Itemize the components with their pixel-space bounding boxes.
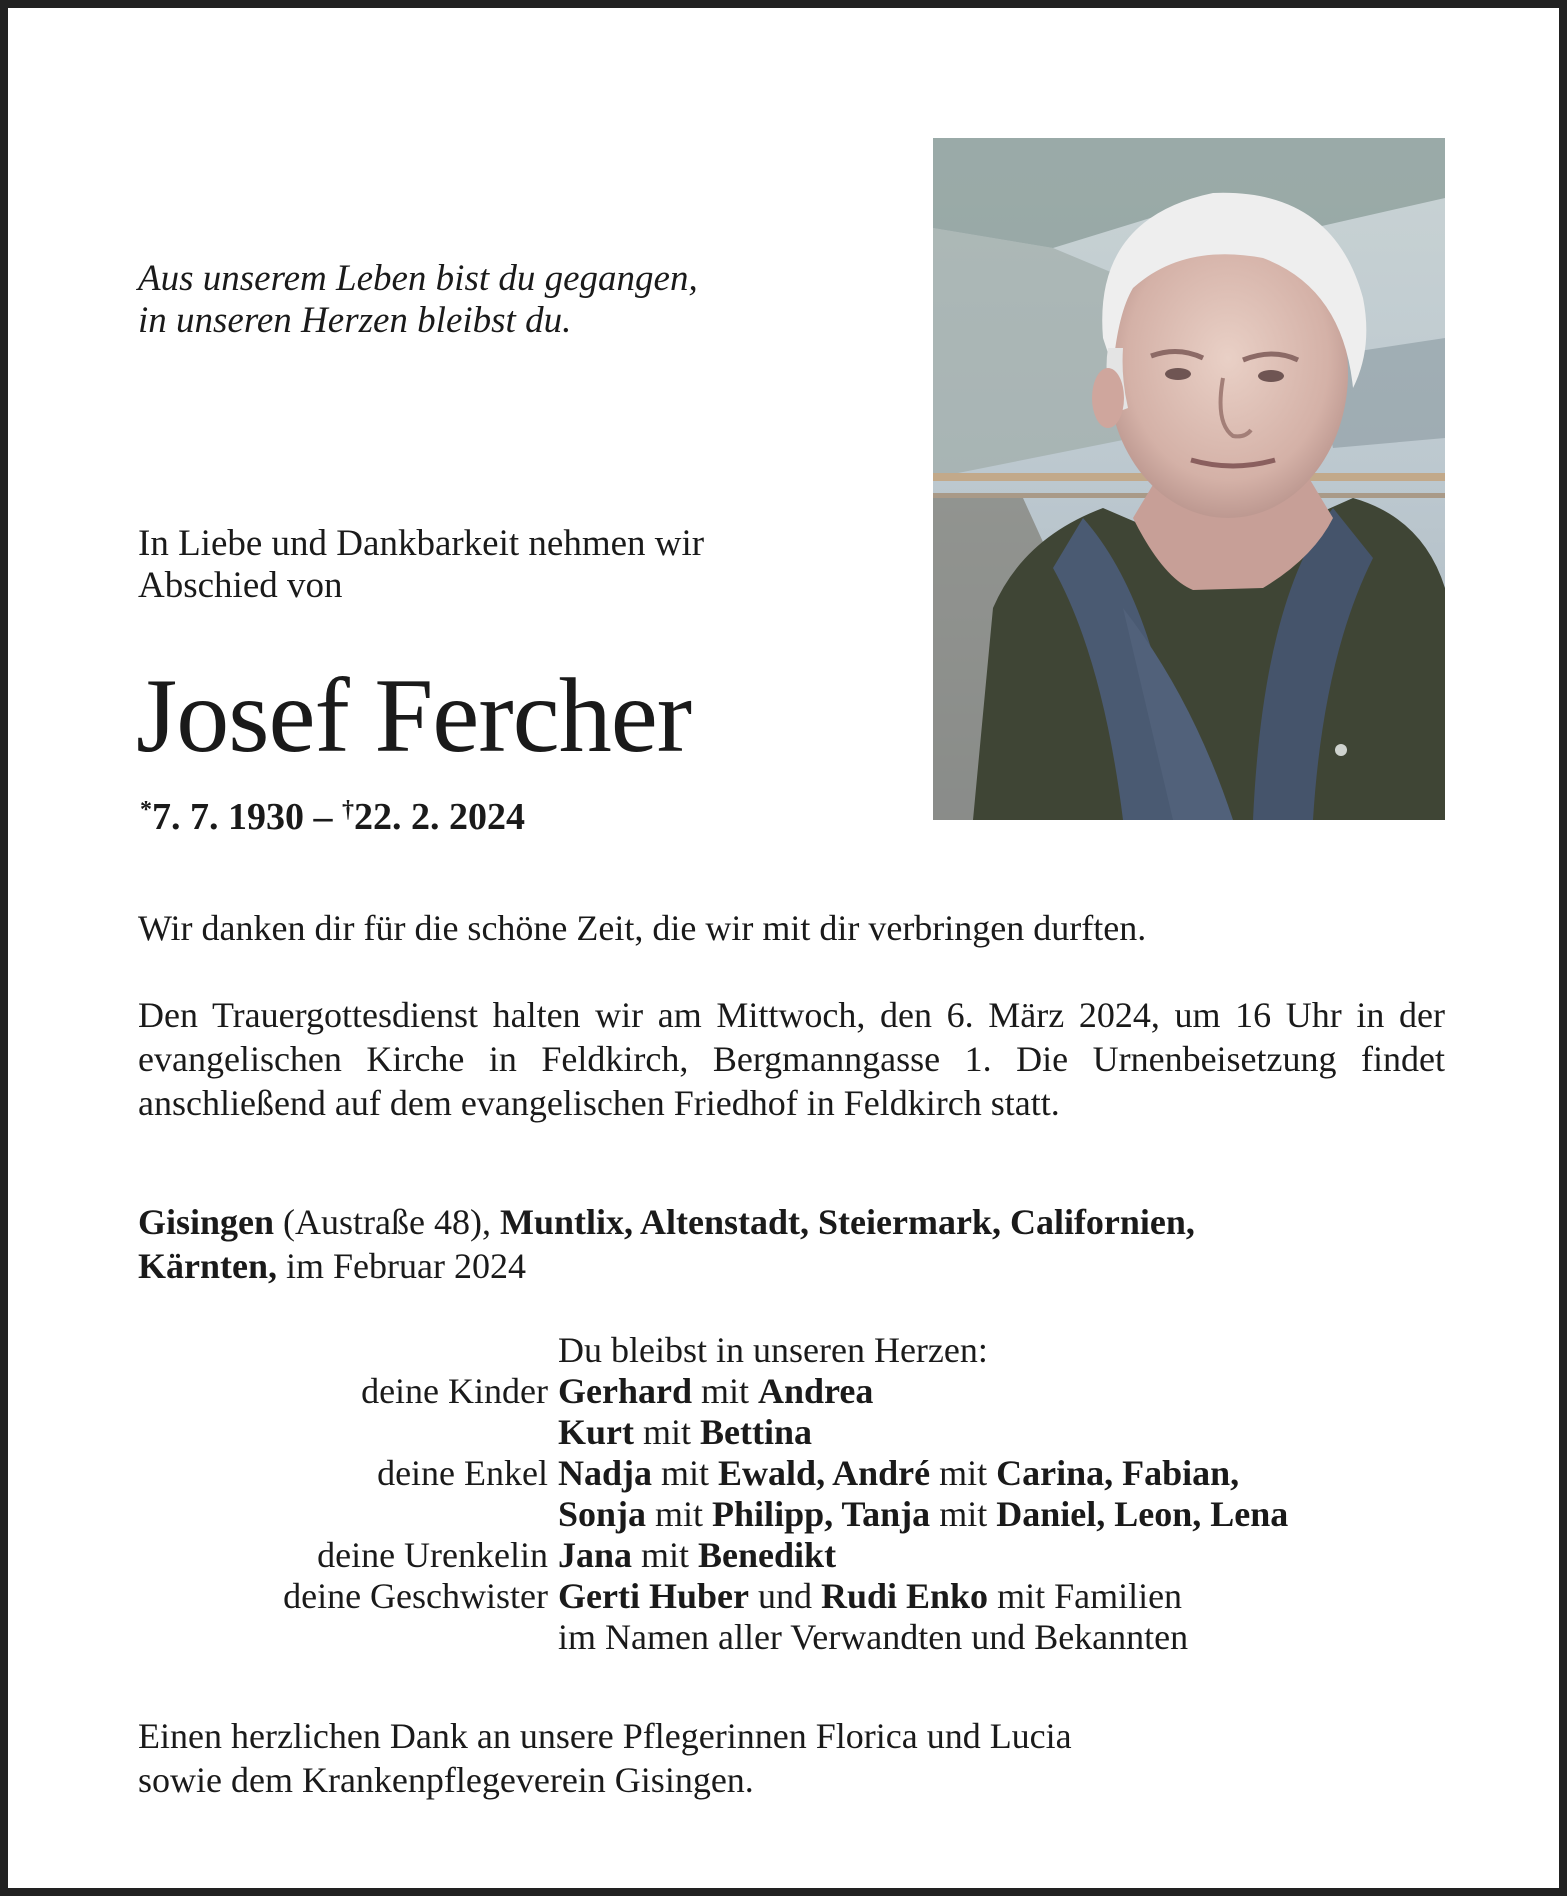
funeral-service-text: Den Trauergottesdienst halten wir am Mittwoch, den 6. März 2024, um 16 Uhr in der evangelischen Kirche in Feldkirch, Bergmanngasse 1. Die Urnenbeisetzung findet anschließend auf dem evangelischen Friedhof in Feldkirch statt. bbox=[138, 995, 1445, 1123]
label-geschwister: deine Geschwister bbox=[283, 1576, 548, 1616]
names-enkel-1 bbox=[558, 1453, 1239, 1494]
word-mit: mit bbox=[632, 1535, 699, 1575]
places-line bbox=[138, 1200, 1445, 1288]
label-urenkelin: deine Urenkelin bbox=[317, 1535, 548, 1575]
places-list: Muntlix, Altenstadt, Steiermark, Californien, bbox=[499, 1202, 1195, 1242]
name-carina-fabian: Carina, Fabian, bbox=[996, 1453, 1240, 1493]
mourners-row-urenkelin bbox=[138, 1535, 1458, 1576]
motto-line-2: in unseren Herzen bleibst du. bbox=[138, 300, 572, 341]
birth-symbol: * bbox=[140, 797, 152, 823]
birth-date: 7. 7. 1930 bbox=[152, 796, 304, 838]
mourners-row-enkel bbox=[138, 1453, 1458, 1494]
names-enkel-2 bbox=[558, 1494, 1288, 1535]
word-mit: mit bbox=[930, 1453, 997, 1493]
word-mit: mit bbox=[930, 1494, 997, 1534]
name-bettina: Bettina bbox=[700, 1412, 813, 1452]
mourners-heading: Du bleibst in unseren Herzen: bbox=[558, 1330, 988, 1370]
name-nadja: Nadja bbox=[558, 1453, 653, 1493]
names-kinder-1 bbox=[558, 1371, 873, 1412]
death-date: 22. 2. 2024 bbox=[354, 796, 525, 838]
name-kurt: Kurt bbox=[558, 1412, 634, 1452]
label-kinder: deine Kinder bbox=[361, 1371, 548, 1411]
mourners-list bbox=[138, 1330, 1458, 1658]
word-mit-familien: mit Familien bbox=[988, 1576, 1183, 1616]
name-gerhard: Gerhard bbox=[558, 1371, 692, 1411]
place-gisingen: Gisingen bbox=[138, 1202, 275, 1242]
intro-line-2: Abschied von bbox=[138, 565, 343, 606]
mourners-heading-row bbox=[138, 1330, 1458, 1371]
date-separator: – bbox=[313, 796, 333, 838]
name-gerti-huber: Gerti Huber bbox=[558, 1576, 749, 1616]
name-daniel-leon-lena: Daniel, Leon, Lena bbox=[996, 1494, 1289, 1534]
name-jana: Jana bbox=[558, 1535, 633, 1575]
place-kaernten: Kärnten, bbox=[138, 1246, 277, 1286]
portrait-photo bbox=[933, 138, 1445, 820]
word-mit: mit bbox=[691, 1371, 758, 1411]
intro-line-1: In Liebe und Dankbarkeit nehmen wir bbox=[138, 523, 705, 564]
names-urenkelin bbox=[558, 1535, 836, 1576]
names-geschwister bbox=[558, 1576, 1182, 1617]
mourners-row-geschwister bbox=[138, 1576, 1458, 1617]
intro-text bbox=[138, 523, 704, 607]
life-dates bbox=[140, 788, 525, 839]
word-mit: mit bbox=[634, 1412, 701, 1452]
place-gisingen-address: (Austraße 48), bbox=[274, 1202, 500, 1242]
mourners-row-enkel-2 bbox=[138, 1494, 1458, 1535]
name-benedikt: Benedikt bbox=[698, 1535, 837, 1575]
closing-line-2: sowie dem Krankenpflegeverein Gisingen. bbox=[138, 1760, 754, 1800]
name-ewald-andre: Ewald, André bbox=[718, 1453, 931, 1493]
deceased-name: Josef Fercher bbox=[136, 657, 692, 774]
label-enkel: deine Enkel bbox=[377, 1453, 548, 1493]
mourners-row-kinder-2 bbox=[138, 1412, 1458, 1453]
word-mit: mit bbox=[646, 1494, 713, 1534]
name-andrea: Andrea bbox=[758, 1371, 874, 1411]
mourners-footer: im Namen aller Verwandten und Bekannten bbox=[558, 1617, 1189, 1657]
motto-line-1: Aus unserem Leben bist du gegangen, bbox=[138, 258, 698, 299]
word-mit: mit bbox=[652, 1453, 719, 1493]
place-month: im Februar 2024 bbox=[277, 1246, 526, 1286]
name-rudi-enko: Rudi Enko bbox=[820, 1576, 989, 1616]
mourners-footer-row bbox=[138, 1617, 1458, 1658]
word-und: und bbox=[748, 1576, 821, 1616]
closing-line-1: Einen herzlichen Dank an unsere Pflegerinnen Florica und Lucia bbox=[138, 1716, 1072, 1756]
death-symbol: † bbox=[342, 797, 354, 823]
name-sonja: Sonja bbox=[558, 1494, 647, 1534]
motto-verse bbox=[138, 258, 698, 342]
name-philipp-tanja: Philipp, Tanja bbox=[712, 1494, 931, 1534]
closing-thanks bbox=[138, 1714, 1445, 1802]
thanks-text: Wir danken dir für die schöne Zeit, die wir mit dir verbringen durften. bbox=[138, 908, 1147, 948]
portrait-illustration bbox=[933, 138, 1445, 820]
names-kinder-2 bbox=[558, 1412, 812, 1453]
mourners-row-kinder bbox=[138, 1371, 1458, 1412]
